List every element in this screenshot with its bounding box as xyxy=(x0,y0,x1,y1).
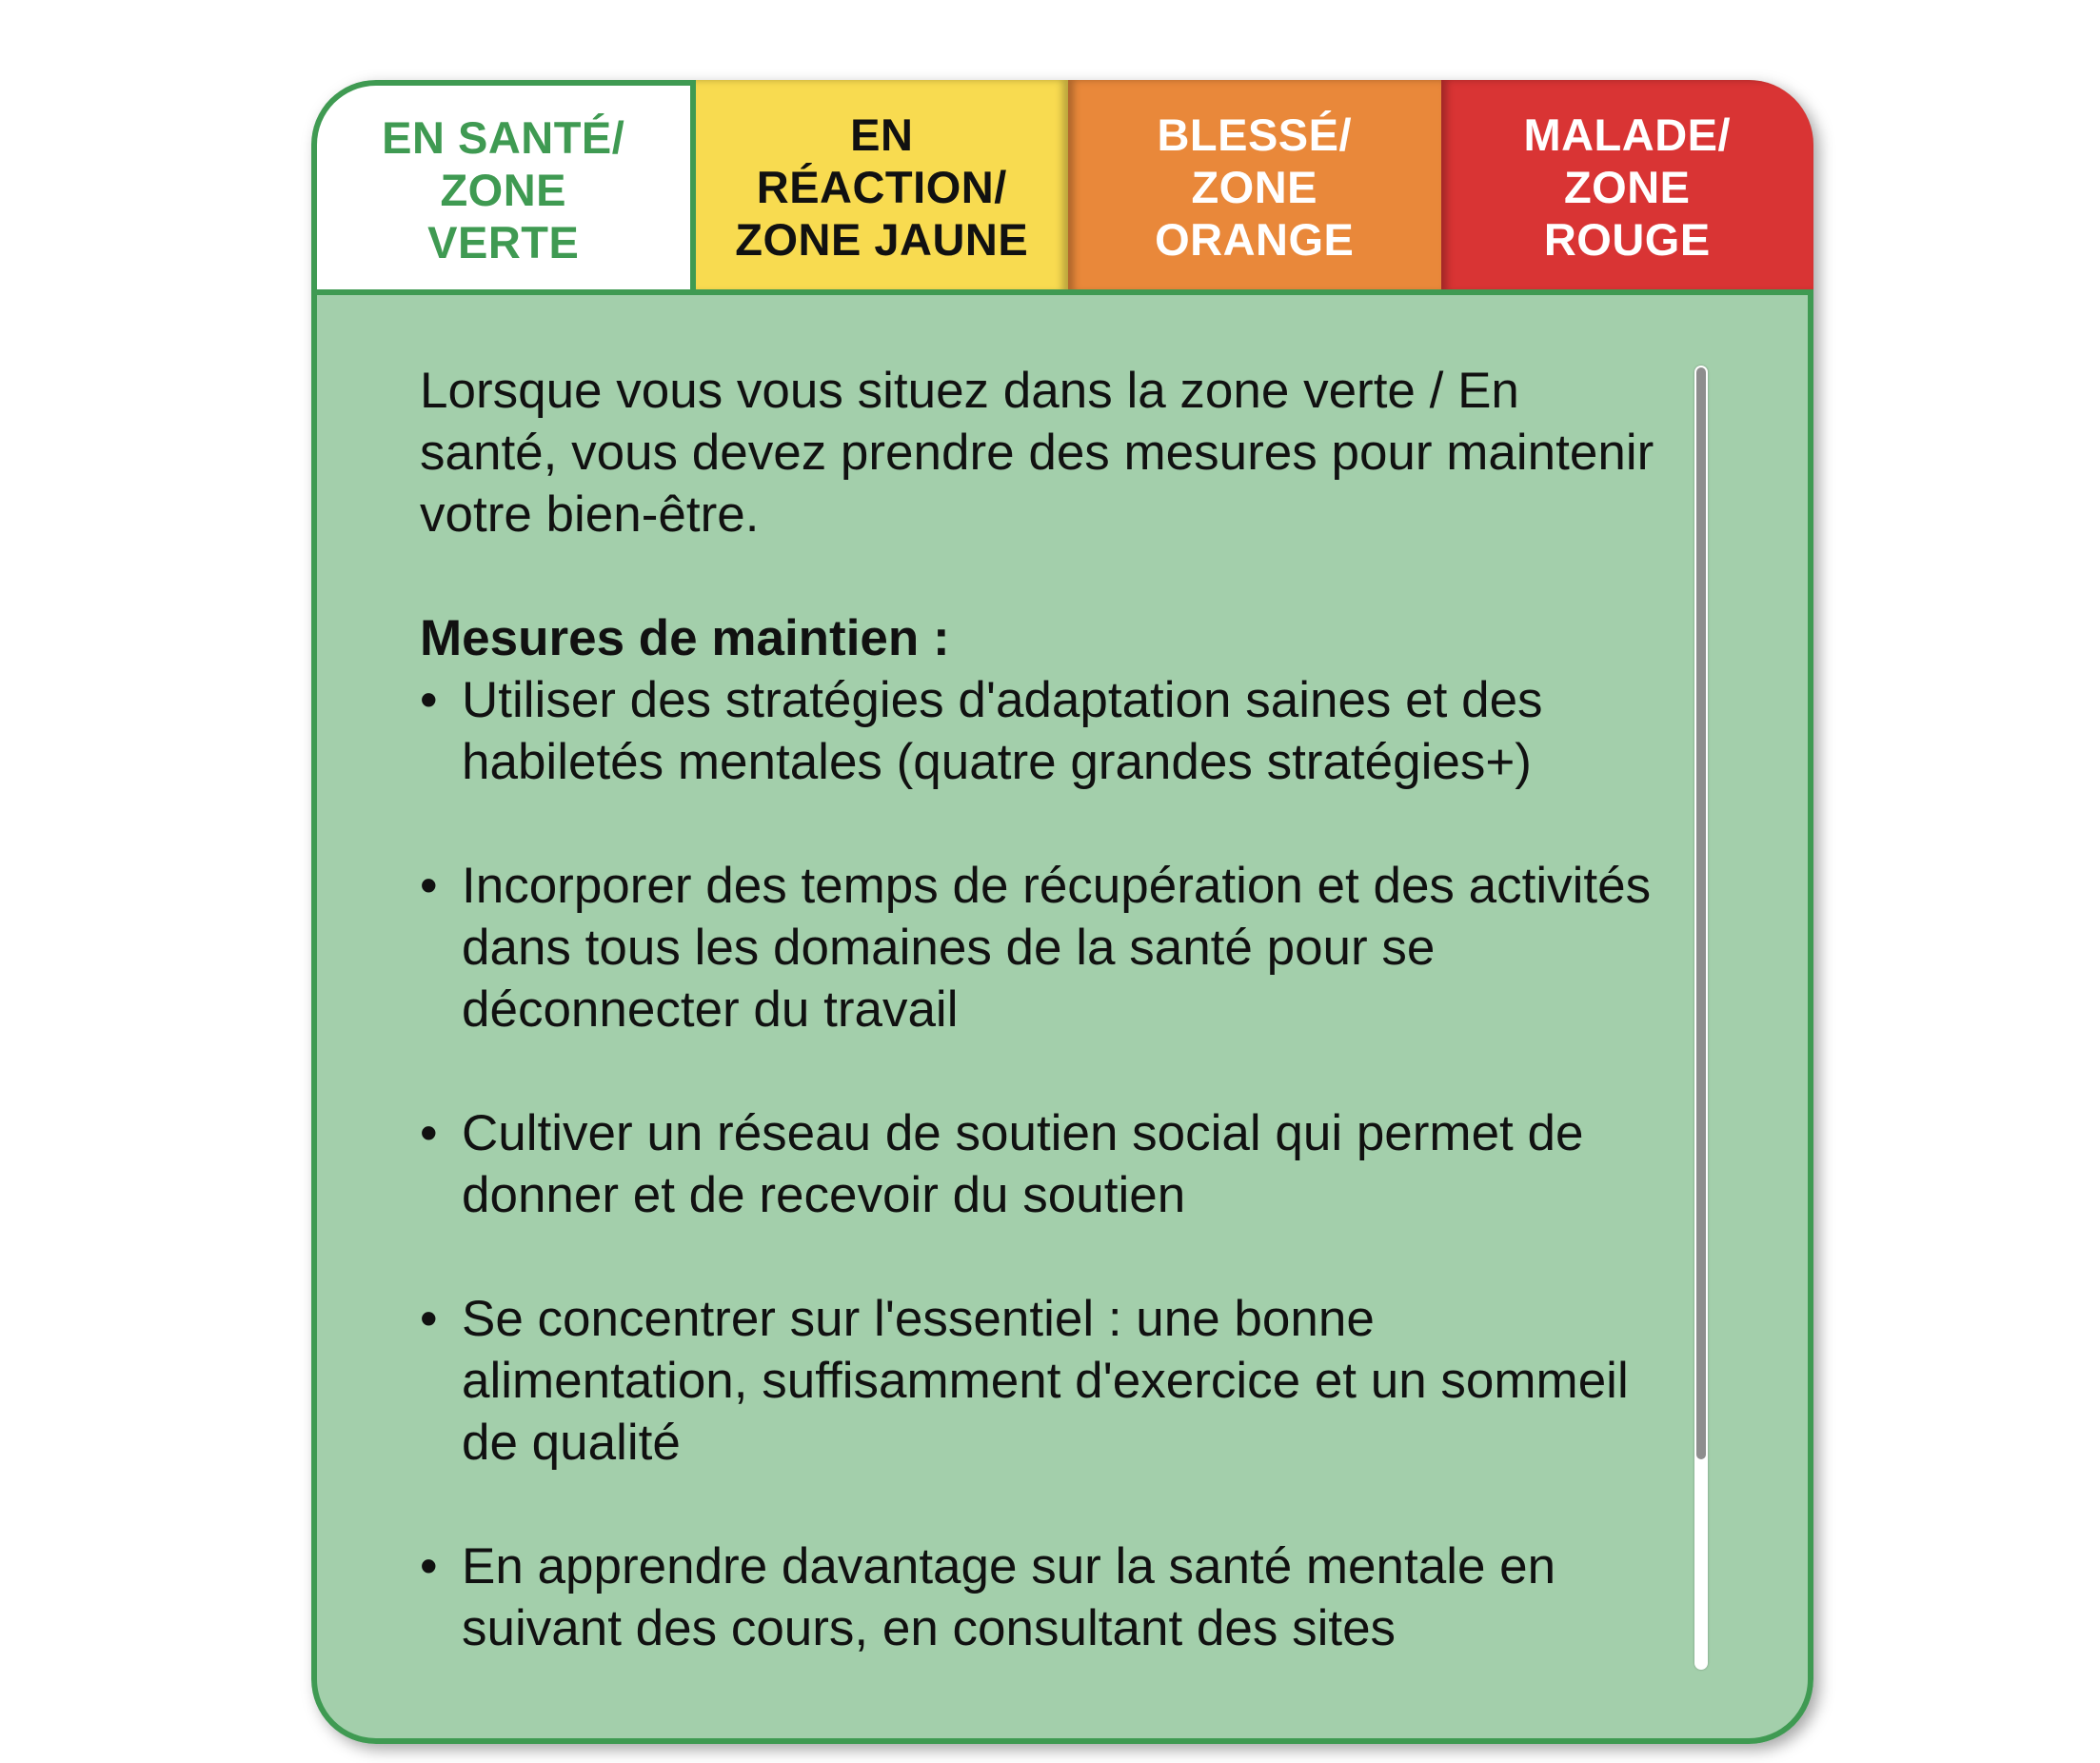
tab-red-zone[interactable]: MALADE/ ZONE ROUGE xyxy=(1441,80,1814,293)
scrollable-content[interactable] xyxy=(420,360,1657,1664)
tab-orange-zone[interactable]: BLESSÉ/ ZONE ORANGE xyxy=(1068,80,1441,293)
zone-widget xyxy=(311,80,1813,1744)
intro-text: Lorsque vous vous situez dans la zone verte / En santé, vous devez prendre des mesures pour maintenir votre bien-être. xyxy=(420,363,1654,543)
list-item: • En apprendre davantage sur la santé mentale en suivant des cours, en consultant des sites xyxy=(420,1535,1657,1659)
measures-heading: Mesures de maintien : xyxy=(420,610,950,666)
tab-green-zone[interactable]: EN SANTÉ/ ZONE VERTE xyxy=(311,80,696,293)
scrollbar-track[interactable] xyxy=(1694,366,1708,1670)
list-item: • Se concentrer sur l'essentiel : une bonne alimentation, suffisamment d'exercice et un sommeil de qualité xyxy=(420,1288,1657,1474)
zone-content-panel xyxy=(311,289,1813,1744)
tab-yellow-zone[interactable]: EN RÉACTION/ ZONE JAUNE xyxy=(696,80,1069,293)
measures-list xyxy=(420,669,1657,1659)
zone-tabs xyxy=(311,80,1813,293)
list-item: • Cultiver un réseau de soutien social qui permet de donner et de recevoir du soutien xyxy=(420,1102,1657,1226)
list-item: • Utiliser des stratégies d'adaptation saines et des habiletés mentales (quatre grandes stratégies+) xyxy=(420,669,1657,793)
list-item: • Incorporer des temps de récupération et des activités dans tous les domaines de la santé pour se déconnecter du travail xyxy=(420,855,1657,1040)
scrollbar-thumb[interactable] xyxy=(1696,367,1706,1459)
